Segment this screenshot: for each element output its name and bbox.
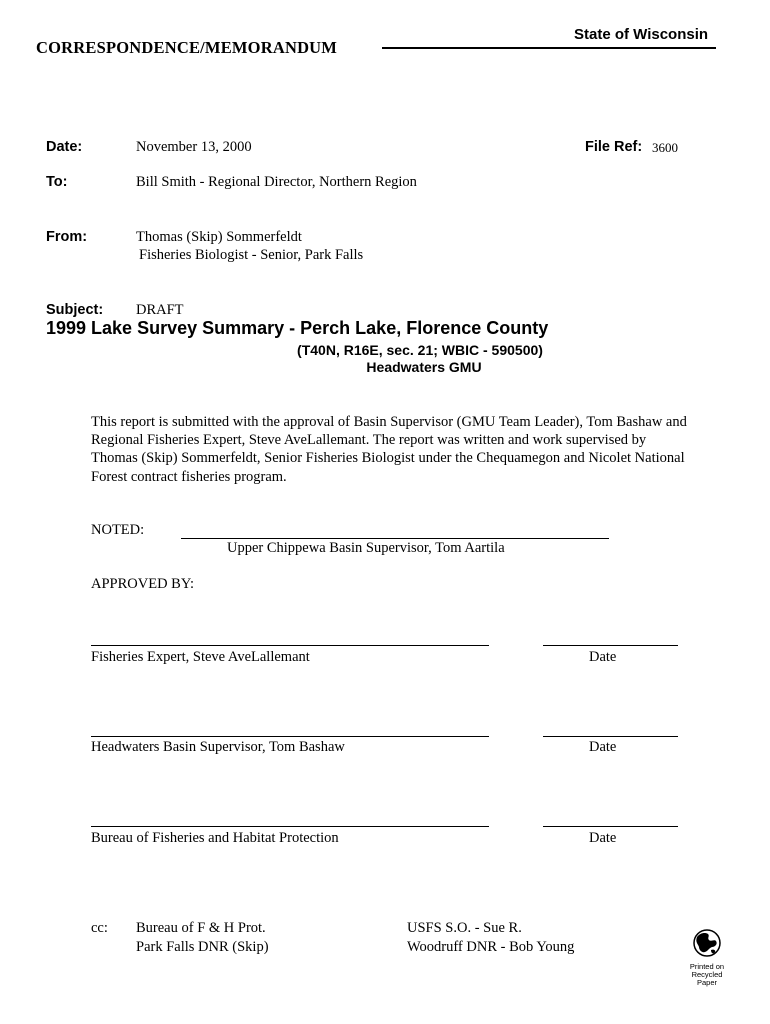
from-label: From: <box>46 229 88 245</box>
date-value: November 13, 2000 <box>136 139 252 155</box>
memo-title: CORRESPONDENCE/MEMORANDUM <box>36 38 338 57</box>
cc-label: cc: <box>91 920 108 936</box>
noted-signer: Upper Chippewa Basin Supervisor, Tom Aartila <box>227 540 505 556</box>
signer-3: Bureau of Fisheries and Habitat Protection <box>91 830 339 846</box>
title-rule <box>382 47 716 49</box>
noted-signature-line <box>181 538 609 539</box>
approval-paragraph: This report is submitted with the approval of Basin Supervisor (GMU Team Leader), Tom Bashaw and Regional Fisheries Expert, Steve AveLallemant. The report was written and work supervised by Thomas (Skip) Sommerfeldt, Senior Fisheries Biologist under the Chequamegon and Nicolet National Forest contract fisheries program. <box>91 414 687 485</box>
recycled-paper-logo <box>689 928 725 987</box>
date-line-2 <box>543 736 678 737</box>
date-label: Date: <box>46 139 83 155</box>
file-ref-value: 3600 <box>652 140 678 155</box>
date-label-2: Date <box>589 739 617 755</box>
date-line-3 <box>543 826 678 827</box>
recycled-paper-text: Printed on Recycled Paper <box>689 962 725 987</box>
cc-recipient-1: Bureau of F & H Prot. <box>136 920 266 936</box>
date-line-1 <box>543 645 678 646</box>
report-gmu: Headwaters GMU <box>366 359 482 375</box>
cc-recipient-3: USFS S.O. - Sue R. <box>407 920 522 936</box>
noted-label: NOTED: <box>91 522 145 538</box>
signer-2: Headwaters Basin Supervisor, Tom Bashaw <box>91 739 345 755</box>
date-label-1: Date <box>589 649 617 665</box>
report-title: 1999 Lake Survey Summary - Perch Lake, Florence County <box>46 318 549 338</box>
recycled-globe-icon <box>690 928 724 958</box>
signature-line-2 <box>91 736 489 737</box>
to-label: To: <box>46 174 68 190</box>
from-title: Fisheries Biologist - Senior, Park Falls <box>139 247 364 263</box>
report-location: (T40N, R16E, sec. 21; WBIC - 590500) <box>297 342 543 358</box>
cc-recipient-2: Park Falls DNR (Skip) <box>136 939 269 955</box>
signature-line-3 <box>91 826 489 827</box>
file-ref-label: File Ref: <box>585 139 643 155</box>
subject-value: DRAFT <box>136 302 184 318</box>
from-name: Thomas (Skip) Sommerfeldt <box>136 229 302 245</box>
approved-by-label: APPROVED BY: <box>91 576 195 592</box>
date-label-3: Date <box>589 830 617 846</box>
cc-recipient-4: Woodruff DNR - Bob Young <box>407 939 575 955</box>
signer-1: Fisheries Expert, Steve AveLallemant <box>91 649 310 665</box>
to-value: Bill Smith - Regional Director, Northern Region <box>136 174 417 190</box>
signature-line-1 <box>91 645 489 646</box>
state-name: State of Wisconsin <box>574 26 709 43</box>
subject-label: Subject: <box>46 302 104 318</box>
